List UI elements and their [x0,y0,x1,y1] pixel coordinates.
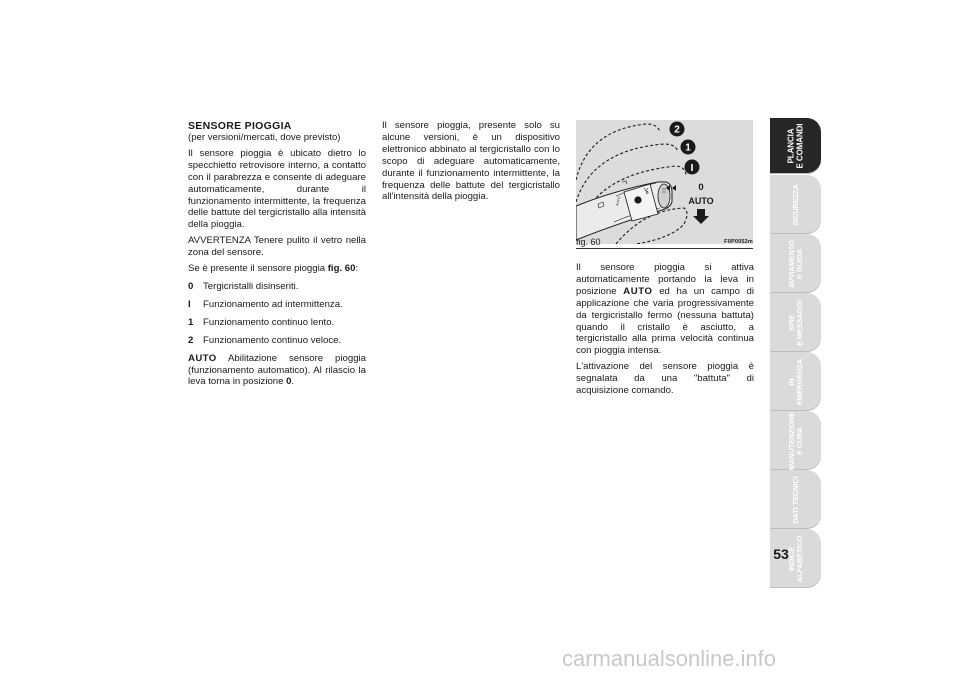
page-number: 53 [773,546,789,562]
svg-text:I: I [690,161,694,174]
section-title: SENSORE PIOGGIA [188,120,292,132]
figure-reference: fig. 60 [327,263,356,275]
sensor-description: Il sensore pioggia è ubicato dietro lo specchietto retrovisore interno, a contatto con il parabrezza e consente di adeguare automaticamente, durante il funzionamento intermittente, la frequenza delle battute del tergicristallo alla intensità della pioggia. [188,147,366,231]
activation-description: Il sensore pioggia si attiva automaticamente portando la leva in posizione AUTO ed ha un campo di applicazione che varia progressivamente da tergicristallo fermo (nessuna battuta) quando il cristallo è asciutto, a tergicristallo alla prima velocità continua con pioggia intensa. [576,262,754,357]
svg-text:2: 2 [674,124,680,136]
position-badge-2 [670,122,685,137]
auto-description: AUTO Abilitazione sensore pioggia (funzionamento automatico). Al rilascio la leva torna in posizione 0. [188,352,366,388]
position-badge-1 [681,140,696,155]
list-item: 0 Tergicristalli disinseriti. [188,280,299,292]
list-item: 2 Funzionamento continuo veloce. [188,334,342,346]
sensor-purpose: Il sensore pioggia, presente solo su alcune versioni, è un dispositivo elettronico abbinato al tergicristallo con lo scopo di adeguare automaticamente, durante il funzionamento intermittente, la frequenza delle battute del tergicristallo all'intensità della pioggia. [382,120,560,203]
tab-in-emergenza[interactable]: IN EMERGENZA [770,352,821,411]
svg-text:1: 1 [685,142,691,154]
activation-signal: L'attivazione del sensore pioggia è segnalata da una "battuta" di acquisizione comando. [576,361,754,397]
tab-sicurezza[interactable]: SICUREZZA [770,175,821,234]
list-intro: Se è presente il sensore pioggia fig. 60: [188,263,359,275]
tab-avviamento-e-guida[interactable]: AVVIAMENTO E GUIDA [770,234,821,293]
text-column-left [188,120,366,388]
position-arc-2 [576,124,660,180]
caption-divider [576,248,753,249]
list-item: 1 Funzionamento continuo lento. [188,316,335,328]
section-subtitle: (per versioni/mercati, dove previsto) [188,132,341,143]
text-column-middle [382,120,560,207]
text-column-right [576,262,754,401]
figure-caption [576,236,753,248]
lever-auto-text: AUTO [615,196,622,207]
figure-label: fig. 60 [576,237,601,247]
warning-note: AVVERTENZA Tenere pulito il vetro nella zona del sensore. [188,235,366,259]
wiper-lever-figure [576,120,753,244]
tab-indice-alfabetico[interactable]: INDICE ALFABETICO [770,529,821,588]
position-label-0: 0 [698,182,704,193]
tab-spie-e-messaggi[interactable]: SPIE E MESSAGGI [770,293,821,352]
wiper-lever-illustration [576,120,753,244]
list-item: I Funzionamento ad intermittenza. [188,298,343,310]
watermark: carmanualsonline.info [562,646,777,671]
tab-plancia-e-comandi[interactable]: PLANCIA E COMANDI [770,118,821,174]
arrow-down-icon [693,209,709,224]
position-label-auto: AUTO [688,196,714,206]
figure-code: F0P0052m [724,239,753,245]
position-badge-i [685,160,700,175]
lever [576,181,676,240]
svg-text:0: 0 [646,190,649,195]
tab-manutenzione-e-cura[interactable]: MANUTENZIONE E CURA [770,411,821,470]
tab-dati-tecnici[interactable]: DATI TECNICI [770,470,821,529]
